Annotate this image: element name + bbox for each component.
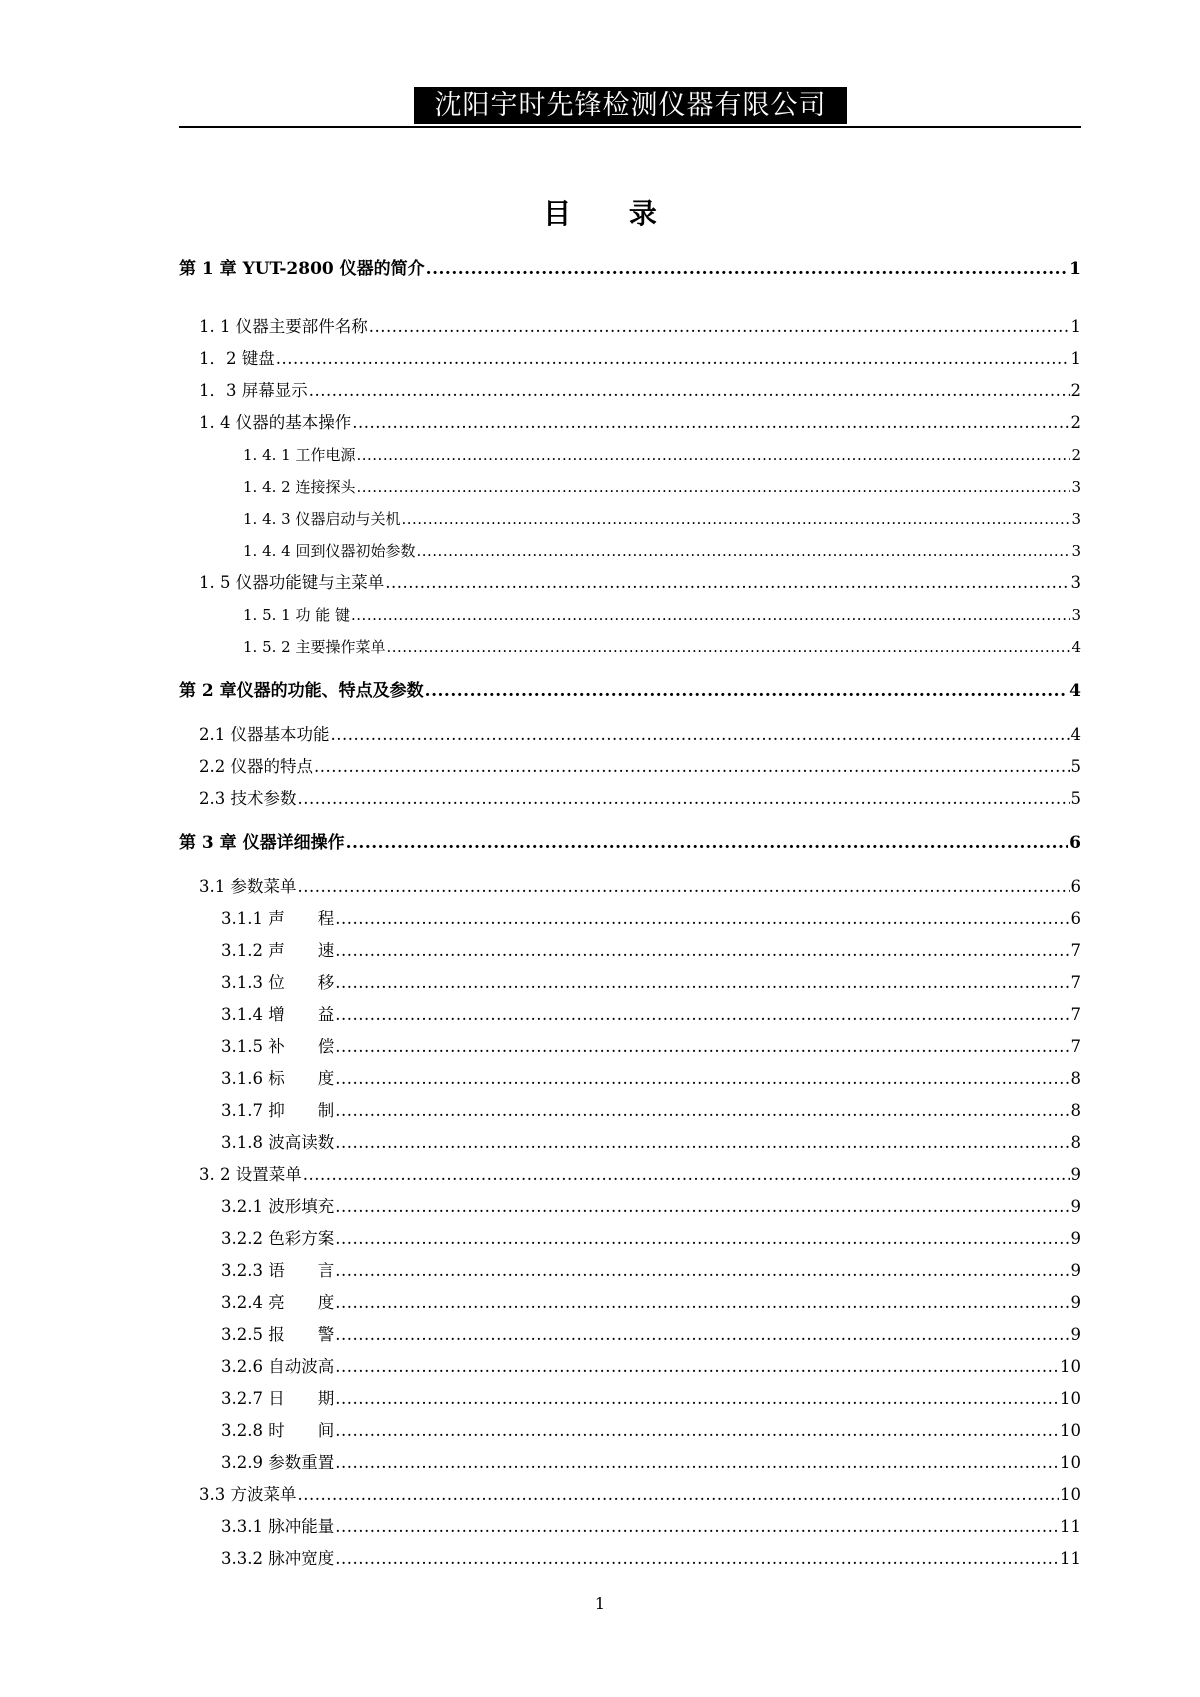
toc-leader-dots (335, 1257, 1069, 1285)
toc-entry-title: 3.1.6 标 度 (221, 1069, 335, 1088)
toc-section-entry[interactable] (243, 601, 1081, 629)
toc-leader-dots (386, 633, 1070, 661)
toc-section-entry[interactable] (243, 537, 1081, 565)
toc-entry-title: 第 2 章仪器的功能、特点及参数 (179, 681, 424, 701)
toc-leader-dots (416, 537, 1070, 565)
toc-section-entry[interactable] (243, 441, 1081, 469)
toc-entry-title: 3.3.1 脉冲能量 (221, 1517, 335, 1536)
toc-leader-dots (401, 505, 1070, 533)
toc-section-entry[interactable] (199, 569, 1081, 597)
toc-leader-dots (335, 1449, 1059, 1477)
toc-section-entry[interactable] (243, 473, 1081, 501)
toc-entry-title: 1. 5. 1 功 能 键 (243, 606, 351, 624)
toc-entry-title: 3.1.8 波高读数 (221, 1133, 335, 1152)
toc-section-entry[interactable] (221, 1353, 1081, 1381)
toc-section-entry[interactable] (221, 1449, 1081, 1477)
toc-entry-title: 第 1 章 YUT-2800 仪器的简介 (179, 259, 425, 279)
toc-entry-page: 9 (1070, 1325, 1081, 1344)
toc-entry-page: 10 (1060, 1389, 1081, 1408)
toc-entry-page: 5 (1070, 757, 1081, 776)
toc-entry-title: 2.1 仪器基本功能 (199, 725, 330, 744)
toc-entry-title: 3.1.1 声 程 (221, 909, 335, 928)
toc-entry-title: 1. 4. 3 仪器启动与关机 (243, 510, 401, 528)
toc-leader-dots (303, 1161, 1070, 1189)
toc-entry-page: 3 (1071, 510, 1081, 528)
toc-leader-dots (335, 1417, 1059, 1445)
toc-entry-title: 3.3.2 脉冲宽度 (221, 1549, 335, 1568)
toc-entry-title: 3.2.5 报 警 (221, 1325, 335, 1344)
toc-leader-dots (369, 313, 1070, 341)
toc-section-entry[interactable] (221, 1129, 1081, 1157)
toc-leader-dots (298, 785, 1070, 813)
toc-section-entry[interactable] (199, 409, 1081, 437)
toc-entry-title: 3.2.1 波形填充 (221, 1197, 335, 1216)
toc-entry-page: 8 (1070, 1133, 1081, 1152)
toc-entry-page: 6 (1070, 877, 1081, 896)
toc-leader-dots (335, 1129, 1069, 1157)
toc-entry-page: 7 (1070, 1037, 1081, 1056)
toc-entry-title: 2.3 技术参数 (199, 789, 297, 808)
toc-entry-title: 1. 1 仪器主要部件名称 (199, 317, 368, 336)
toc-section-entry[interactable] (221, 1257, 1081, 1285)
toc-leader-dots (385, 569, 1069, 597)
toc-section-entry[interactable] (199, 721, 1081, 749)
toc-section-entry[interactable] (199, 873, 1081, 901)
toc-entry-page: 3 (1071, 542, 1081, 560)
toc-section-entry[interactable] (199, 785, 1081, 813)
toc-entry-page: 4 (1071, 638, 1081, 656)
toc-entry-page: 10 (1060, 1485, 1081, 1504)
toc-entry-page: 3 (1070, 573, 1081, 592)
toc-entry-page: 1 (1070, 317, 1081, 336)
toc-leader-dots (335, 1033, 1069, 1061)
page-number: 1 (594, 1594, 606, 1613)
toc-leader-dots (425, 677, 1068, 705)
toc-leader-dots (426, 255, 1068, 283)
toc-entry-title: 2.2 仪器的特点 (199, 757, 313, 776)
toc-leader-dots (335, 1193, 1069, 1221)
toc-entry-title: 1. 5. 2 主要操作菜单 (243, 638, 386, 656)
toc-section-entry[interactable] (221, 1001, 1081, 1029)
toc-entry-page: 10 (1060, 1453, 1081, 1472)
toc-leader-dots (335, 1097, 1069, 1125)
toc-entry-page: 8 (1070, 1069, 1081, 1088)
toc-entry-page: 10 (1060, 1421, 1081, 1440)
toc-entry-page: 9 (1070, 1165, 1081, 1184)
toc-leader-dots (335, 969, 1069, 997)
toc-entry-title: 3.2.9 参数重置 (221, 1453, 335, 1472)
company-name: 沈阳宇时先锋检测仪器有限公司 (414, 87, 847, 124)
toc-section-entry[interactable] (199, 345, 1081, 373)
toc-leader-dots (276, 345, 1070, 373)
toc-entry-title: 3.3 方波菜单 (199, 1485, 297, 1504)
toc-leader-dots (335, 1065, 1069, 1093)
toc-leader-dots (335, 1513, 1059, 1541)
toc-leader-dots (335, 1001, 1069, 1029)
toc-section-entry[interactable] (199, 753, 1081, 781)
toc-section-entry[interactable] (221, 1545, 1081, 1573)
toc-entry-page: 11 (1060, 1517, 1081, 1536)
toc-entry-title: 3.2.4 亮 度 (221, 1293, 335, 1312)
toc-entry-page: 2 (1070, 381, 1081, 400)
toc-entry-title: 1. 4 仪器的基本操作 (199, 413, 352, 432)
toc-entry-page: 7 (1070, 1005, 1081, 1024)
toc-entry-title: 3.1.5 补 偿 (221, 1037, 335, 1056)
toc-section-entry[interactable] (221, 969, 1081, 997)
toc-entry-page: 1 (1069, 259, 1081, 279)
toc-entry-page: 2 (1071, 446, 1081, 464)
toc-entry-page: 3 (1071, 606, 1081, 624)
toc-chapter-entry[interactable] (179, 677, 1081, 705)
toc-entry-page: 9 (1070, 1293, 1081, 1312)
toc-entry-title: 第 3 章 仪器详细操作 (179, 833, 345, 853)
toc-leader-dots (356, 441, 1070, 469)
toc-leader-dots (335, 1225, 1069, 1253)
toc-entry-title: 3.2.2 色彩方案 (221, 1229, 335, 1248)
toc-leader-dots (335, 1353, 1059, 1381)
toc-leader-dots (356, 473, 1070, 501)
toc-leader-dots (331, 721, 1070, 749)
toc-entry-title: 3.1.2 声 速 (221, 941, 335, 960)
toc-leader-dots (309, 377, 1070, 405)
toc-leader-dots (346, 829, 1069, 857)
toc-section-entry[interactable] (221, 1193, 1081, 1221)
toc-entry-page: 4 (1069, 681, 1081, 701)
toc-entry-title: 1. 4. 4 回到仪器初始参数 (243, 542, 416, 560)
toc-entry-page: 9 (1070, 1261, 1081, 1280)
toc-section-entry[interactable] (199, 1161, 1081, 1189)
toc-entry-title: 3.2.8 时 间 (221, 1421, 335, 1440)
toc-section-entry[interactable] (199, 1481, 1081, 1509)
toc-entry-page: 9 (1070, 1229, 1081, 1248)
toc-section-entry[interactable] (221, 1225, 1081, 1253)
toc-leader-dots (335, 1289, 1069, 1317)
toc-leader-dots (335, 1321, 1069, 1349)
toc-entry-page: 10 (1060, 1357, 1081, 1376)
toc-section-entry[interactable] (221, 1385, 1081, 1413)
toc-chapter-entry[interactable] (179, 829, 1081, 857)
toc-section-entry[interactable] (199, 377, 1081, 405)
toc-section-entry[interactable] (243, 505, 1081, 533)
toc-leader-dots (314, 753, 1070, 781)
toc-entry-title: 1. 4. 2 连接探头 (243, 478, 356, 496)
toc-section-entry[interactable] (221, 1097, 1081, 1125)
toc-entry-page: 8 (1070, 1101, 1081, 1120)
toc-entry-page: 7 (1070, 973, 1081, 992)
toc-leader-dots (335, 905, 1069, 933)
toc-section-entry[interactable] (221, 1033, 1081, 1061)
toc-leader-dots (335, 1545, 1059, 1573)
toc-entry-title: 3.1 参数菜单 (199, 877, 297, 896)
toc-leader-dots (352, 409, 1069, 437)
toc-section-entry[interactable] (221, 1065, 1081, 1093)
toc-entry-page: 9 (1070, 1197, 1081, 1216)
toc-entry-title: 1. 5 仪器功能键与主菜单 (199, 573, 385, 592)
toc-entry-page: 4 (1070, 725, 1081, 744)
toc-entry-title: 1．3 屏幕显示 (199, 381, 308, 400)
toc-entry-page: 11 (1060, 1549, 1081, 1568)
toc-title: 目 录 (543, 197, 657, 230)
toc-entry-title: 3.1.3 位 移 (221, 973, 335, 992)
toc-leader-dots (351, 601, 1070, 629)
toc-leader-dots (335, 937, 1069, 965)
page-header (179, 84, 1081, 128)
toc-entry-page: 1 (1070, 349, 1081, 368)
toc-section-entry[interactable] (221, 1417, 1081, 1445)
toc-leader-dots (335, 1385, 1059, 1413)
toc-entry-title: 3.2.3 语 言 (221, 1261, 335, 1280)
toc-entry-title: 1. 4. 1 工作电源 (243, 446, 356, 464)
toc-section-entry[interactable] (221, 937, 1081, 965)
toc-entry-page: 3 (1071, 478, 1081, 496)
toc-entry-title: 1．2 键盘 (199, 349, 275, 368)
toc-entry-title: 3. 2 设置菜单 (199, 1165, 302, 1184)
toc-entry-title: 3.2.7 日 期 (221, 1389, 335, 1408)
toc-entry-page: 5 (1070, 789, 1081, 808)
toc-entry-title: 3.1.7 抑 制 (221, 1101, 335, 1120)
toc-entry-page: 6 (1069, 833, 1081, 853)
toc-section-entry[interactable] (221, 1321, 1081, 1349)
toc-section-entry[interactable] (199, 313, 1081, 341)
toc-section-entry[interactable] (221, 1513, 1081, 1541)
toc-entry-page: 2 (1070, 413, 1081, 432)
toc-entry-page: 6 (1070, 909, 1081, 928)
toc-section-entry[interactable] (221, 905, 1081, 933)
toc-leader-dots (298, 1481, 1060, 1509)
toc-chapter-entry[interactable] (179, 255, 1081, 283)
toc-section-entry[interactable] (221, 1289, 1081, 1317)
toc-entry-title: 3.2.6 自动波高 (221, 1357, 335, 1376)
toc-leader-dots (298, 873, 1070, 901)
toc-entry-title: 3.1.4 增 益 (221, 1005, 335, 1024)
toc-section-entry[interactable] (243, 633, 1081, 661)
toc-entry-page: 7 (1070, 941, 1081, 960)
